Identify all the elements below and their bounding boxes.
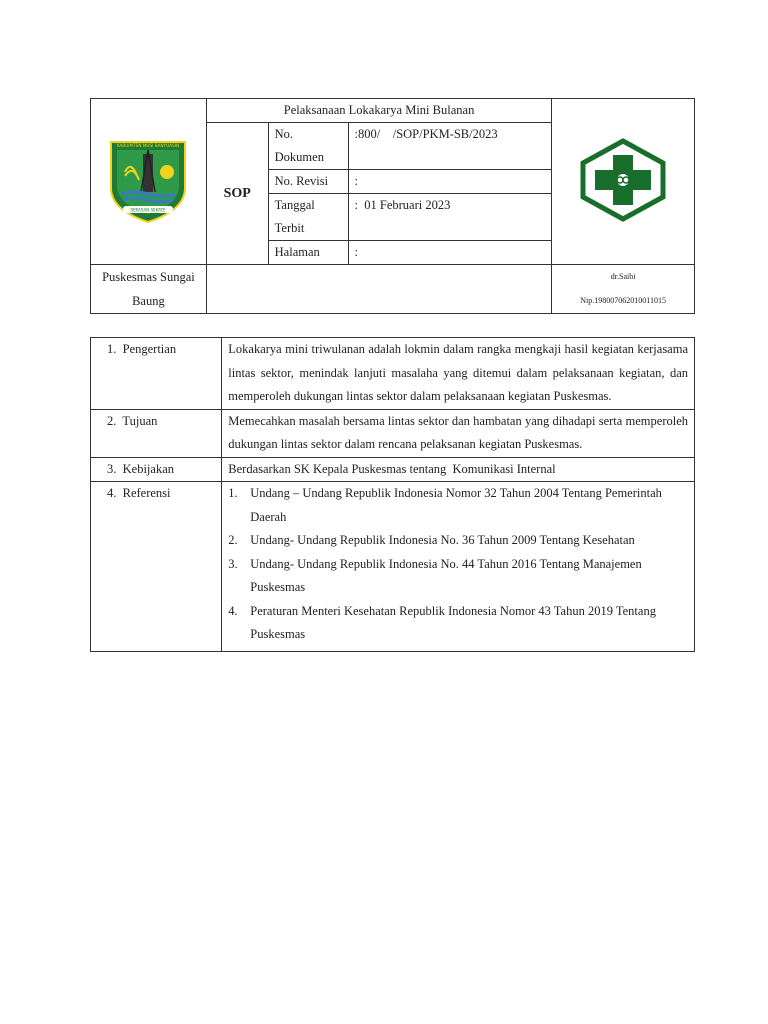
regency-emblem-icon	[103, 136, 193, 224]
organization-name: Puskesmas Sungai Baung	[91, 265, 207, 314]
section-number: 1.	[107, 342, 117, 356]
puskesmas-logo-icon	[577, 137, 669, 223]
list-item	[228, 529, 688, 553]
svg-text:KABUPATEN MUSI BANYUASIN: KABUPATEN MUSI BANYUASIN	[117, 142, 180, 148]
section-heading-kebijakan	[91, 457, 222, 482]
section-title: Kebijakan	[122, 461, 174, 476]
sop-header-table	[90, 98, 695, 314]
sop-content-table	[90, 337, 695, 652]
section-title: Tujuan	[122, 413, 158, 428]
signatory-block	[552, 265, 695, 314]
puskesmas-logo-cell	[552, 99, 695, 265]
section-heading-pengertian	[91, 338, 222, 410]
sop-label: SOP	[206, 123, 268, 265]
field-value-no-revisi: :	[348, 170, 552, 194]
field-value-no-dokumen: :800/ /SOP/PKM-SB/2023	[348, 123, 552, 170]
list-item-text: Undang- Undang Republik Indonesia No. 36 Tahun 2009 Tentang Kesehatan	[250, 533, 635, 547]
reference-list-cell	[222, 482, 695, 652]
regency-logo-cell	[91, 99, 207, 265]
signatory-name: dr.Saibi	[610, 272, 636, 281]
section-title: Referensi	[122, 486, 171, 500]
field-label-no-revisi: No. Revisi	[268, 170, 348, 194]
list-item-number: 3.	[228, 556, 238, 571]
list-item-number: 1.	[228, 486, 238, 500]
field-value-halaman: :	[348, 241, 552, 265]
list-item	[228, 482, 688, 529]
list-item-number: 2.	[228, 533, 238, 547]
document-title: Pelaksanaan Lokakarya Mini Bulanan	[206, 99, 551, 123]
section-text-pengertian: Lokakarya mini triwulanan adalah lokmin dalam rangka mengkaji hasil kegiatan kerjasama lintas sektor, menindak lanjuti masalaha yang ditemui dalam pelaksanaan kegiatan, dan memperoleh dukungan lintas sektor dalam pelaksanaan kegiatan Puskesmas.	[222, 338, 695, 410]
list-item-text: Undang- Undang Republik Indonesia No. 44 Tahun 2016 Tentang Manajemen Puskesmas	[250, 556, 642, 594]
section-heading-referensi	[91, 482, 222, 652]
section-heading-tujuan	[91, 409, 222, 457]
section-text-tujuan: Memecahkan masalah bersama lintas sektor dan hambatan yang dihadapi serta memperoleh dukungan lintas sektor dalam rencana pelaksanan kegiatan Puskesmas.	[222, 409, 695, 457]
field-label-tanggal-terbit: Tanggal Terbit	[268, 194, 348, 241]
reference-list	[228, 482, 688, 647]
section-row-referensi	[91, 482, 695, 652]
list-item-number: 4.	[228, 603, 238, 618]
list-item	[228, 600, 688, 647]
section-text-kebijakan: Berdasarkan SK Kepala Puskesmas tentang Komunikasi Internal	[222, 457, 695, 482]
field-value-tanggal-terbit: : 01 Februari 2023	[348, 194, 552, 241]
field-label-no-dokumen: No. Dokumen	[268, 123, 348, 170]
section-title: Pengertian	[122, 342, 177, 356]
signatory-nip: Nip.198007062010011015	[580, 296, 666, 305]
section-number: 2.	[107, 413, 117, 428]
section-row-pengertian	[91, 338, 695, 410]
list-item-text: Peraturan Menteri Kesehatan Republik Indonesia Nomor 43 Tahun 2019 Tentang Puskesmas	[250, 603, 656, 641]
section-number: 3.	[107, 461, 117, 476]
svg-text:SERASAN SEKATE: SERASAN SEKATE	[130, 207, 166, 212]
field-label-halaman: Halaman	[268, 241, 348, 265]
list-item	[228, 553, 688, 600]
blank-signature-area	[206, 265, 551, 314]
list-item-text: Undang – Undang Republik Indonesia Nomor 32 Tahun 2004 Tentang Pemerintah Daerah	[250, 486, 662, 524]
section-row-tujuan	[91, 409, 695, 457]
section-row-kebijakan	[91, 457, 695, 482]
section-number: 4.	[107, 486, 117, 500]
